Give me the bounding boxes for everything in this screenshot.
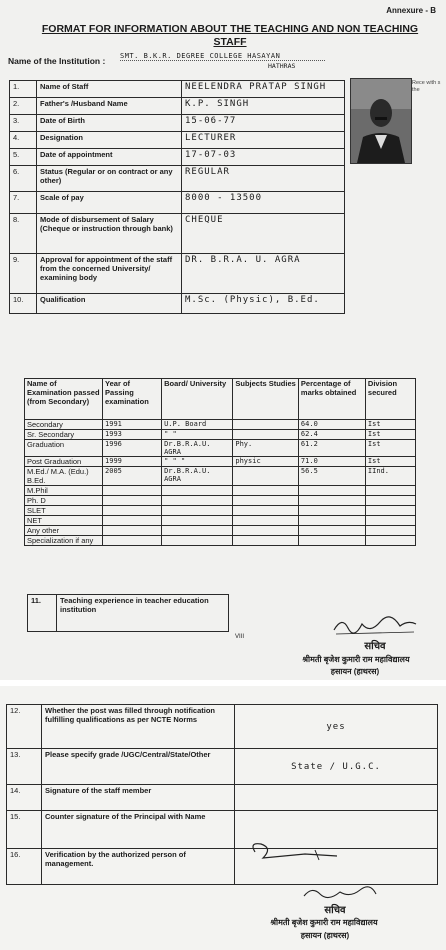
stamp-role-2: सचिव	[324, 905, 346, 916]
exam-row	[25, 506, 416, 516]
exam-header-cell: Board/ University	[162, 379, 233, 420]
exam-value-cell	[365, 526, 415, 536]
exam-value-cell: 64.0	[298, 420, 365, 430]
exam-row	[25, 536, 416, 546]
exam-row	[25, 496, 416, 506]
exam-value-cell	[103, 536, 162, 546]
exam-row	[25, 516, 416, 526]
row-number: 1.	[10, 81, 37, 98]
photo-note: Rece with s the	[412, 80, 441, 93]
verification-row	[7, 849, 438, 885]
exam-value-cell	[233, 496, 299, 506]
exam-value-cell: 61.2	[298, 440, 365, 457]
exam-value-cell: 2005	[103, 467, 162, 486]
exam-value-cell	[162, 536, 233, 546]
exam-row	[25, 420, 416, 430]
exam-value-cell	[365, 506, 415, 516]
exam-name-cell: Graduation	[25, 440, 103, 457]
exam-value-cell	[233, 516, 299, 526]
row-value: LECTURER	[182, 132, 345, 149]
exam-value-cell	[233, 526, 299, 536]
row-number: 14.	[7, 785, 42, 811]
teaching-experience-table	[27, 594, 229, 632]
exam-name-cell: SLET	[25, 506, 103, 516]
verification-row	[7, 811, 438, 849]
exam-value-cell	[162, 486, 233, 496]
row-value	[235, 785, 438, 811]
exam-value-cell: Phy.	[233, 440, 299, 457]
row-value: REGULAR	[182, 166, 345, 192]
exam-value-cell	[103, 486, 162, 496]
exam-value-cell	[103, 506, 162, 516]
row-label: Mode of disbursement of Salary (Cheque or instruction through bank)	[37, 214, 182, 254]
exam-value-cell: 1996	[103, 440, 162, 457]
row-value: 8000 - 13500	[182, 192, 345, 214]
exam-value-cell	[162, 526, 233, 536]
exam-value-cell: physic	[233, 457, 299, 467]
principal-signature	[245, 838, 345, 868]
exam-value-cell: U.P. Board	[162, 420, 233, 430]
staff-field-row	[10, 149, 345, 166]
exam-value-cell	[233, 430, 299, 440]
exam-value-cell	[298, 516, 365, 526]
exam-value-cell	[162, 496, 233, 506]
row-number: 2.	[10, 98, 37, 115]
exam-value-cell: Ist	[365, 457, 415, 467]
staff-field-row	[10, 166, 345, 192]
row-value: DR. B.R.A. U. AGRA	[182, 254, 345, 294]
row-label: Signature of the staff member	[42, 785, 235, 811]
exam-value-cell	[233, 536, 299, 546]
exam-value-cell: 62.4	[298, 430, 365, 440]
stamp-college-2: श्रीमती बृजेश कुमारी राम महाविद्यालय	[270, 918, 378, 927]
exam-name-cell: NET	[25, 516, 103, 526]
stamp-college: श्रीमती बृजेश कुमारी राम महाविद्यालय	[302, 655, 410, 664]
exam-value-cell	[298, 486, 365, 496]
exam-row	[25, 526, 416, 536]
row-label: Approval for appointment of the staff from the concerned University/ examining body	[37, 254, 182, 294]
row-label: Whether the post was filled through notification fulfilling qualifications as per NCTE Norms	[42, 705, 235, 749]
stamp-place: हसायन (हाथरस)	[330, 667, 380, 676]
row-label: Date of Birth	[37, 115, 182, 132]
exam-name-cell: Any other	[25, 526, 103, 536]
exam-value-cell	[365, 536, 415, 546]
exam-name-cell: Specialization if any	[25, 536, 103, 546]
exam-header-cell: Percentage of marks obtained	[298, 379, 365, 420]
signature-mark	[330, 612, 420, 640]
exam-value-cell: Ist	[365, 420, 415, 430]
exam-value-cell	[365, 516, 415, 526]
exam-value-cell: Dr.B.R.A.U. AGRA	[162, 467, 233, 486]
exam-value-cell	[298, 496, 365, 506]
institution-label: Name of the Institution :	[8, 56, 106, 66]
stamp-role: सचिव	[364, 641, 386, 652]
exam-row	[25, 440, 416, 457]
row-number: 7.	[10, 192, 37, 214]
exam-value-cell	[103, 526, 162, 536]
row-label: Date of appointment	[37, 149, 182, 166]
staff-photo	[350, 78, 412, 164]
row-number: 13.	[7, 749, 42, 785]
exam-value-cell: 1999	[103, 457, 162, 467]
staff-field-row	[10, 254, 345, 294]
exam-value-cell	[298, 506, 365, 516]
exam-name-cell: Secondary	[25, 420, 103, 430]
exam-value-cell: 56.5	[298, 467, 365, 486]
exam-header-cell: Division secured	[365, 379, 415, 420]
row-number: 5.	[10, 149, 37, 166]
institution-name: SMT. B.K.R. DEGREE COLLEGE HASAYAN	[120, 52, 325, 61]
row-label: Designation	[37, 132, 182, 149]
row-value: M.Sc. (Physic), B.Ed.	[182, 294, 345, 314]
exam-value-cell: " "	[162, 430, 233, 440]
staff-field-row	[10, 81, 345, 98]
exam-value-cell	[365, 486, 415, 496]
page-mark: VIII	[235, 634, 245, 640]
exam-value-cell: " " "	[162, 457, 233, 467]
row-label: Counter signature of the Principal with Name	[42, 811, 235, 849]
row-number: 15.	[7, 811, 42, 849]
exam-value-cell	[233, 506, 299, 516]
row-value: NEELENDRA PRATAP SINGH	[182, 81, 345, 98]
row-number: 10.	[10, 294, 37, 314]
exam-name-cell: Post Graduation	[25, 457, 103, 467]
row-label: Status (Regular or on contract or any other)	[37, 166, 182, 192]
exam-value-cell	[162, 506, 233, 516]
exam-table	[24, 378, 416, 546]
row-value: State / U.G.C.	[235, 749, 438, 785]
verification-row	[7, 705, 438, 749]
exam-row	[25, 486, 416, 496]
verification-table	[6, 704, 438, 885]
exam-value-cell	[103, 496, 162, 506]
row-label: Please specify grade /UGC/Central/State/Other	[42, 749, 235, 785]
exam-header-cell: Name of Examination passed (from Secondary)	[25, 379, 103, 420]
exam-value-cell: 1993	[103, 430, 162, 440]
staff-field-row	[10, 214, 345, 254]
exam-name-cell: Sr. Secondary	[25, 430, 103, 440]
exam-value-cell	[233, 486, 299, 496]
staff-field-row	[10, 294, 345, 314]
exam-value-cell: 71.0	[298, 457, 365, 467]
exam-name-cell: M.Ed./ M.A. (Edu.) B.Ed.	[25, 467, 103, 486]
row-number: 9.	[10, 254, 37, 294]
row-label: Qualification	[37, 294, 182, 314]
row-value: yes	[235, 705, 438, 749]
row-number: 11.	[28, 595, 57, 632]
exam-value-cell: Ist	[365, 430, 415, 440]
exam-value-cell: IInd.	[365, 467, 415, 486]
row-number: 6.	[10, 166, 37, 192]
staff-details-table	[9, 80, 345, 314]
row-number: 4.	[10, 132, 37, 149]
form-title: FORMAT FOR INFORMATION ABOUT THE TEACHING AND NON TEACHING STAFF	[41, 23, 419, 48]
exam-value-cell	[233, 420, 299, 430]
row-value: 17-07-03	[182, 149, 345, 166]
exam-header-cell: Subjects Studies	[233, 379, 299, 420]
staff-field-row	[10, 98, 345, 115]
exam-header-cell: Year of Passing examination	[103, 379, 162, 420]
row-number: 12.	[7, 705, 42, 749]
annexure-label: Annexure - B	[386, 6, 436, 15]
exam-value-cell: Ist	[365, 440, 415, 457]
exam-value-cell: 1991	[103, 420, 162, 430]
row-value: 15-06-77	[182, 115, 345, 132]
row-label: Teaching experience in teacher education institution	[57, 595, 229, 632]
exam-row	[25, 457, 416, 467]
exam-value-cell	[103, 516, 162, 526]
exam-value-cell	[298, 536, 365, 546]
exam-row	[25, 430, 416, 440]
stamp-place-2: हसायन (हाथरस)	[300, 931, 350, 940]
staff-field-row	[10, 115, 345, 132]
verification-row	[7, 749, 438, 785]
row-label: Name of Staff	[37, 81, 182, 98]
row-number: 3.	[10, 115, 37, 132]
exam-value-cell: Dr.B.R.A.U. AGRA	[162, 440, 233, 457]
staff-field-row	[10, 192, 345, 214]
row-number: 8.	[10, 214, 37, 254]
exam-value-cell	[298, 526, 365, 536]
exam-value-cell	[233, 467, 299, 486]
signature-mark-2	[300, 884, 380, 902]
row-number: 16.	[7, 849, 42, 885]
row-label: Scale of pay	[37, 192, 182, 214]
row-value: CHEQUE	[182, 214, 345, 254]
row-label: Father's /Husband Name	[37, 98, 182, 115]
row-label: Verification by the authorized person of management.	[42, 849, 235, 885]
exam-header-row	[25, 379, 416, 420]
verification-row	[7, 785, 438, 811]
row-value: K.P. SINGH	[182, 98, 345, 115]
exam-value-cell	[162, 516, 233, 526]
exam-row	[25, 467, 416, 486]
exam-name-cell: Ph. D	[25, 496, 103, 506]
institution-city: HATHRAS	[268, 62, 296, 70]
exam-value-cell	[365, 496, 415, 506]
exam-name-cell: M.Phil	[25, 486, 103, 496]
staff-field-row	[10, 132, 345, 149]
